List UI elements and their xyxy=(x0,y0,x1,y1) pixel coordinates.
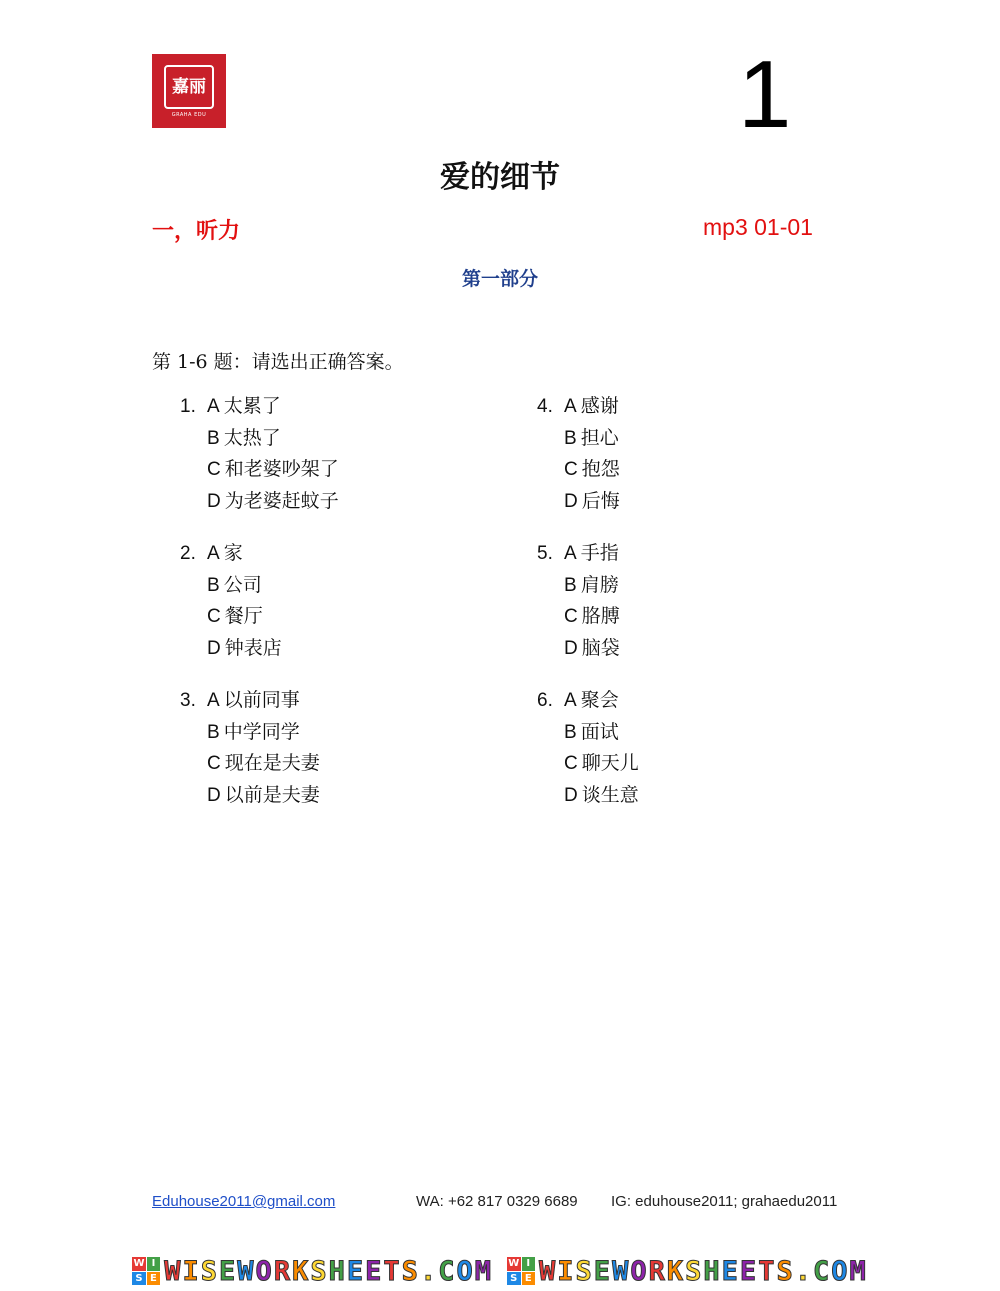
option-letter: A xyxy=(564,690,577,711)
question-number: 1. xyxy=(180,396,196,417)
option-letter: B xyxy=(207,721,220,743)
lesson-number: 1 xyxy=(738,41,792,148)
option-letter: A xyxy=(564,396,577,417)
watermark-logo-icon: W I S E xyxy=(507,1257,535,1285)
option-text: 现在是夫妻 xyxy=(224,752,320,774)
instructions: 第 1-6 题：请选出正确答案。 xyxy=(152,351,404,373)
option-text: 脑袋 xyxy=(581,636,620,659)
wiseworksheets-watermark xyxy=(0,1254,1000,1288)
option-text: 和老婆吵架了 xyxy=(224,458,339,480)
option-letter: D xyxy=(564,784,578,806)
question-6 xyxy=(537,685,639,811)
watermark-text: WISEWORKSHEETS.COM xyxy=(539,1255,868,1287)
option-text: 手指 xyxy=(580,542,619,564)
page-title: 爱的细节 xyxy=(440,160,560,195)
option-text: 聚会 xyxy=(580,689,619,711)
option-letter: D xyxy=(564,637,578,659)
option-letter: D xyxy=(207,784,221,806)
part-title: 第一部分 xyxy=(461,268,538,290)
question-number: 4. xyxy=(537,396,553,417)
option-letter: B xyxy=(564,721,577,743)
option-text: 担心 xyxy=(580,426,619,449)
option-text: 谈生意 xyxy=(581,783,639,806)
question-2 xyxy=(180,538,282,664)
option-text: 为老婆赶蚊子 xyxy=(224,489,339,512)
option-letter: D xyxy=(207,637,221,659)
email-link[interactable]: Eduhouse2011@gmail.com xyxy=(152,1193,336,1210)
question-number: 5. xyxy=(537,543,553,564)
option-text: 胳膊 xyxy=(581,605,620,627)
logo-subtext: GRAHA EDU xyxy=(171,111,207,118)
option-letter: A xyxy=(207,543,220,564)
option-letter: A xyxy=(207,690,220,711)
audio-reference: mp3 01-01 xyxy=(703,214,813,240)
option-text: 以前是夫妻 xyxy=(224,783,320,806)
footer-wa: WA: +62 817 0329 6689 xyxy=(416,1193,578,1210)
option-text: 家 xyxy=(223,542,243,564)
option-text: 以前同事 xyxy=(223,689,300,711)
question-5 xyxy=(537,538,620,664)
question-number: 3. xyxy=(180,690,196,711)
option-letter: C xyxy=(564,753,578,774)
question-number: 2. xyxy=(180,543,196,564)
option-letter: C xyxy=(564,459,578,480)
option-letter: C xyxy=(207,753,221,774)
option-text: 太累了 xyxy=(223,395,281,417)
option-letter: D xyxy=(207,490,221,512)
question-1 xyxy=(180,391,339,517)
question-number: 6. xyxy=(537,690,553,711)
option-text: 太热了 xyxy=(223,426,281,449)
section-title: 一，听力 xyxy=(152,218,241,244)
question-4 xyxy=(537,391,620,517)
option-text: 感谢 xyxy=(580,395,619,417)
option-text: 钟表店 xyxy=(224,636,282,659)
option-text: 聊天儿 xyxy=(581,752,639,774)
option-text: 肩膀 xyxy=(580,573,619,596)
graha-edu-logo xyxy=(152,54,226,128)
option-text: 抱怨 xyxy=(581,458,620,480)
option-text: 餐厅 xyxy=(224,605,263,627)
option-text: 面试 xyxy=(580,720,619,743)
footer-ig: IG: eduhouse2011; grahaedu2011 xyxy=(611,1193,838,1210)
watermark-text: WISEWORKSHEETS.COM xyxy=(164,1255,493,1287)
option-letter: A xyxy=(207,396,220,417)
question-3 xyxy=(180,685,320,811)
watermark-unit xyxy=(507,1256,868,1287)
option-letter: B xyxy=(207,427,220,449)
option-letter: C xyxy=(564,606,578,627)
watermark-unit xyxy=(132,1256,493,1287)
watermark-logo-icon: W I S E xyxy=(132,1257,160,1285)
footer-email[interactable] xyxy=(152,1193,335,1210)
option-text: 中学同学 xyxy=(223,720,300,743)
option-letter: B xyxy=(564,574,577,596)
option-letter: C xyxy=(207,606,221,627)
option-letter: B xyxy=(564,427,577,449)
option-letter: B xyxy=(207,574,220,596)
logo-mark: 嘉丽 xyxy=(164,65,214,109)
option-text: 公司 xyxy=(223,573,262,596)
option-text: 后悔 xyxy=(581,489,620,512)
option-letter: A xyxy=(564,543,577,564)
option-letter: D xyxy=(564,490,578,512)
option-letter: C xyxy=(207,459,221,480)
